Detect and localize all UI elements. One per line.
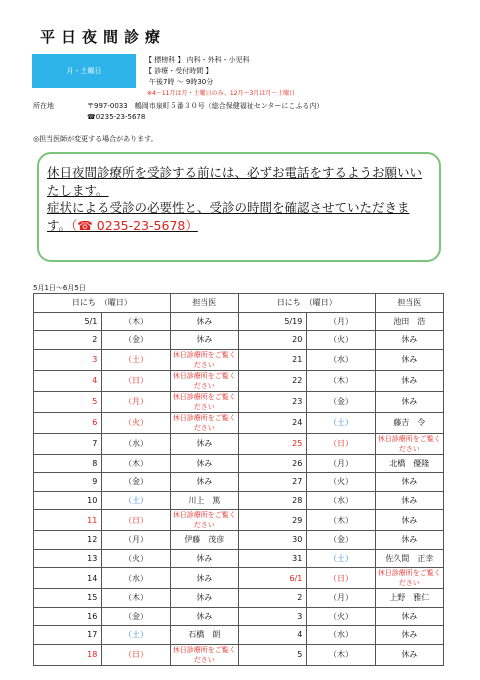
date-cell: 6/1 bbox=[238, 568, 306, 589]
table-row bbox=[34, 626, 444, 645]
weekday-cell: （木） bbox=[307, 510, 375, 531]
weekday-cell: （土） bbox=[102, 349, 170, 370]
table-row bbox=[34, 644, 444, 665]
doctor-cell: 休み bbox=[375, 626, 443, 645]
address-block bbox=[87, 101, 323, 123]
date-cell: 20 bbox=[238, 331, 306, 350]
weekday-cell: （日） bbox=[102, 370, 170, 391]
weekday-cell: （金） bbox=[307, 531, 375, 550]
doctor-cell: 休日診療所をご覧ください bbox=[375, 433, 443, 454]
date-cell: 10 bbox=[34, 491, 102, 510]
date-cell: 3 bbox=[34, 349, 102, 370]
date-cell: 21 bbox=[238, 349, 306, 370]
table-row bbox=[34, 454, 444, 473]
doctor-cell: 休み bbox=[170, 607, 238, 626]
weekday-cell: （金） bbox=[102, 473, 170, 492]
weekday-cell: （金） bbox=[102, 607, 170, 626]
weekday-cell: （木） bbox=[102, 312, 170, 331]
weekday-cell: （月） bbox=[307, 589, 375, 608]
table-row bbox=[34, 589, 444, 608]
subjects-text: 【 標榜科 】 内科・外科・小児科 bbox=[145, 56, 250, 64]
date-cell: 3 bbox=[238, 607, 306, 626]
weekday-cell: （月） bbox=[102, 531, 170, 550]
table-row bbox=[34, 510, 444, 531]
doctor-cell: 休み bbox=[170, 433, 238, 454]
weekday-cell: （日） bbox=[102, 510, 170, 531]
date-cell: 4 bbox=[34, 370, 102, 391]
weekday-cell: （木） bbox=[102, 454, 170, 473]
weekday-cell: （土） bbox=[102, 491, 170, 510]
doctor-cell: 休み bbox=[375, 331, 443, 350]
weekday-cell: （水） bbox=[307, 491, 375, 510]
phone-text[interactable]: ☎0235-23-5678 bbox=[87, 113, 146, 121]
date-cell: 27 bbox=[238, 473, 306, 492]
weekday-cell: （火） bbox=[102, 549, 170, 568]
doctor-cell: 休み bbox=[170, 568, 238, 589]
table-row bbox=[34, 491, 444, 510]
weekday-cell: （火） bbox=[307, 331, 375, 350]
date-cell: 8 bbox=[34, 454, 102, 473]
date-cell: 23 bbox=[238, 391, 306, 412]
date-cell: 30 bbox=[238, 531, 306, 550]
doctor-cell: 休み bbox=[375, 510, 443, 531]
weekday-cell: （月） bbox=[307, 454, 375, 473]
schedule-table bbox=[33, 293, 444, 666]
weekday-cell: （土） bbox=[307, 412, 375, 433]
header-doctor-left: 担当医 bbox=[170, 294, 238, 313]
weekday-cell: （水） bbox=[307, 626, 375, 645]
doctor-cell: 休み bbox=[170, 589, 238, 608]
date-cell: 2 bbox=[238, 589, 306, 608]
table-row bbox=[34, 433, 444, 454]
weekday-cell: （土） bbox=[102, 626, 170, 645]
table-row bbox=[34, 331, 444, 350]
day-badge: 月・土曜日 bbox=[32, 54, 136, 88]
notice-line-2-text: 症状による受診の必要性と、受診の時間を確認させていただきます。 bbox=[47, 200, 410, 233]
doctor-cell: 休日診療所をご覧ください bbox=[375, 568, 443, 589]
doctor-cell: 休み bbox=[170, 454, 238, 473]
doctor-cell: 休み bbox=[375, 491, 443, 510]
date-cell: 22 bbox=[238, 370, 306, 391]
doctor-cell: 休み bbox=[375, 473, 443, 492]
date-cell: 5 bbox=[34, 391, 102, 412]
weekday-cell: （火） bbox=[307, 473, 375, 492]
date-cell: 16 bbox=[34, 607, 102, 626]
table-row bbox=[34, 312, 444, 331]
date-cell: 13 bbox=[34, 549, 102, 568]
doctor-cell: 休日診療所をご覧ください bbox=[170, 391, 238, 412]
page-title: 平日夜間診療 bbox=[40, 28, 167, 46]
doctor-cell: 石橋 朗 bbox=[170, 626, 238, 645]
weekday-cell: （水） bbox=[307, 349, 375, 370]
weekday-cell: （月） bbox=[307, 312, 375, 331]
doctor-cell: 休み bbox=[170, 331, 238, 350]
weekday-cell: （水） bbox=[102, 568, 170, 589]
date-cell: 15 bbox=[34, 589, 102, 608]
header-date-right: 日にち （曜日） bbox=[238, 294, 375, 313]
date-cell: 5/19 bbox=[238, 312, 306, 331]
table-row bbox=[34, 531, 444, 550]
doctor-cell: 休日診療所をご覧ください bbox=[170, 349, 238, 370]
doctor-cell: 休み bbox=[375, 531, 443, 550]
date-cell: 4 bbox=[238, 626, 306, 645]
weekday-cell: （木） bbox=[102, 589, 170, 608]
table-row bbox=[34, 607, 444, 626]
date-cell: 7 bbox=[34, 433, 102, 454]
doctor-cell: 上野 雅仁 bbox=[375, 589, 443, 608]
doctor-cell: 藤吉 令 bbox=[375, 412, 443, 433]
hours-note: ※4～11月は月・土曜日のみ、12月～3月は月～土曜日 bbox=[147, 90, 296, 97]
date-cell: 17 bbox=[34, 626, 102, 645]
notice-box bbox=[37, 152, 441, 262]
table-row bbox=[34, 370, 444, 391]
notice-line-2 bbox=[47, 199, 431, 234]
doctor-cell: 佐久間 正幸 bbox=[375, 549, 443, 568]
header-date-left: 日にち （曜日） bbox=[34, 294, 171, 313]
date-cell: 11 bbox=[34, 510, 102, 531]
table-row bbox=[34, 391, 444, 412]
period-label: 5月1日～6月5日 bbox=[33, 284, 86, 292]
hours-text: 午後7時 ～ 9時30分 bbox=[149, 78, 214, 86]
doctor-cell: 北橋 優隆 bbox=[375, 454, 443, 473]
weekday-cell: （木） bbox=[307, 370, 375, 391]
doctor-cell: 休み bbox=[375, 607, 443, 626]
weekday-cell: （月） bbox=[102, 391, 170, 412]
doctor-cell: 休日診療所をご覧ください bbox=[170, 510, 238, 531]
doctor-cell: 休み bbox=[375, 349, 443, 370]
caution-text: ◎担当医師が変更する場合があります。 bbox=[33, 135, 158, 143]
address-label: 所在地 bbox=[33, 102, 54, 110]
doctor-cell: 休み bbox=[170, 473, 238, 492]
doctor-cell: 池田 浩 bbox=[375, 312, 443, 331]
doctor-cell: 伊藤 茂彦 bbox=[170, 531, 238, 550]
header-doctor-right: 担当医 bbox=[375, 294, 443, 313]
doctor-cell: 休日診療所をご覧ください bbox=[170, 370, 238, 391]
date-cell: 9 bbox=[34, 473, 102, 492]
date-cell: 5 bbox=[238, 644, 306, 665]
date-cell: 18 bbox=[34, 644, 102, 665]
date-cell: 6 bbox=[34, 412, 102, 433]
date-cell: 26 bbox=[238, 454, 306, 473]
weekday-cell: （木） bbox=[307, 644, 375, 665]
date-cell: 14 bbox=[34, 568, 102, 589]
weekday-cell: （金） bbox=[102, 331, 170, 350]
weekday-cell: （土） bbox=[307, 549, 375, 568]
date-cell: 29 bbox=[238, 510, 306, 531]
notice-line-1: 休日夜間診療所を受診する前には、必ずお電話をするようお願いいたします。 bbox=[47, 165, 423, 198]
weekday-cell: （日） bbox=[102, 644, 170, 665]
doctor-cell: 休日診療所をご覧ください bbox=[170, 412, 238, 433]
table-row bbox=[34, 412, 444, 433]
doctor-cell: 休み bbox=[375, 644, 443, 665]
reception-heading: 【 診療・受付時間 】 bbox=[145, 67, 213, 75]
table-header-row bbox=[34, 294, 444, 313]
weekday-cell: （水） bbox=[102, 433, 170, 454]
clinic-info bbox=[145, 55, 295, 99]
table-row bbox=[34, 568, 444, 589]
doctor-cell: 休み bbox=[375, 370, 443, 391]
table-row bbox=[34, 549, 444, 568]
doctor-cell: 休み bbox=[375, 391, 443, 412]
date-cell: 24 bbox=[238, 412, 306, 433]
weekday-cell: （日） bbox=[307, 433, 375, 454]
address-text: 〒997-0033 鶴岡市泉町５番３０号（総合保健福祉センターにこふる内） bbox=[87, 102, 324, 110]
weekday-cell: （火） bbox=[307, 607, 375, 626]
weekday-cell: （火） bbox=[102, 412, 170, 433]
date-cell: 2 bbox=[34, 331, 102, 350]
date-cell: 31 bbox=[238, 549, 306, 568]
date-cell: 25 bbox=[238, 433, 306, 454]
date-cell: 5/1 bbox=[34, 312, 102, 331]
schedule-body bbox=[34, 312, 444, 665]
date-cell: 28 bbox=[238, 491, 306, 510]
weekday-cell: （金） bbox=[307, 391, 375, 412]
date-cell: 12 bbox=[34, 531, 102, 550]
doctor-cell: 休み bbox=[170, 549, 238, 568]
weekday-cell: （日） bbox=[307, 568, 375, 589]
notice-phone-link[interactable]: （☎ 0235-23-5678） bbox=[71, 217, 198, 233]
table-row bbox=[34, 349, 444, 370]
table-row bbox=[34, 473, 444, 492]
doctor-cell: 休日診療所をご覧ください bbox=[170, 644, 238, 665]
doctor-cell: 休み bbox=[170, 312, 238, 331]
doctor-cell: 川上 篤 bbox=[170, 491, 238, 510]
